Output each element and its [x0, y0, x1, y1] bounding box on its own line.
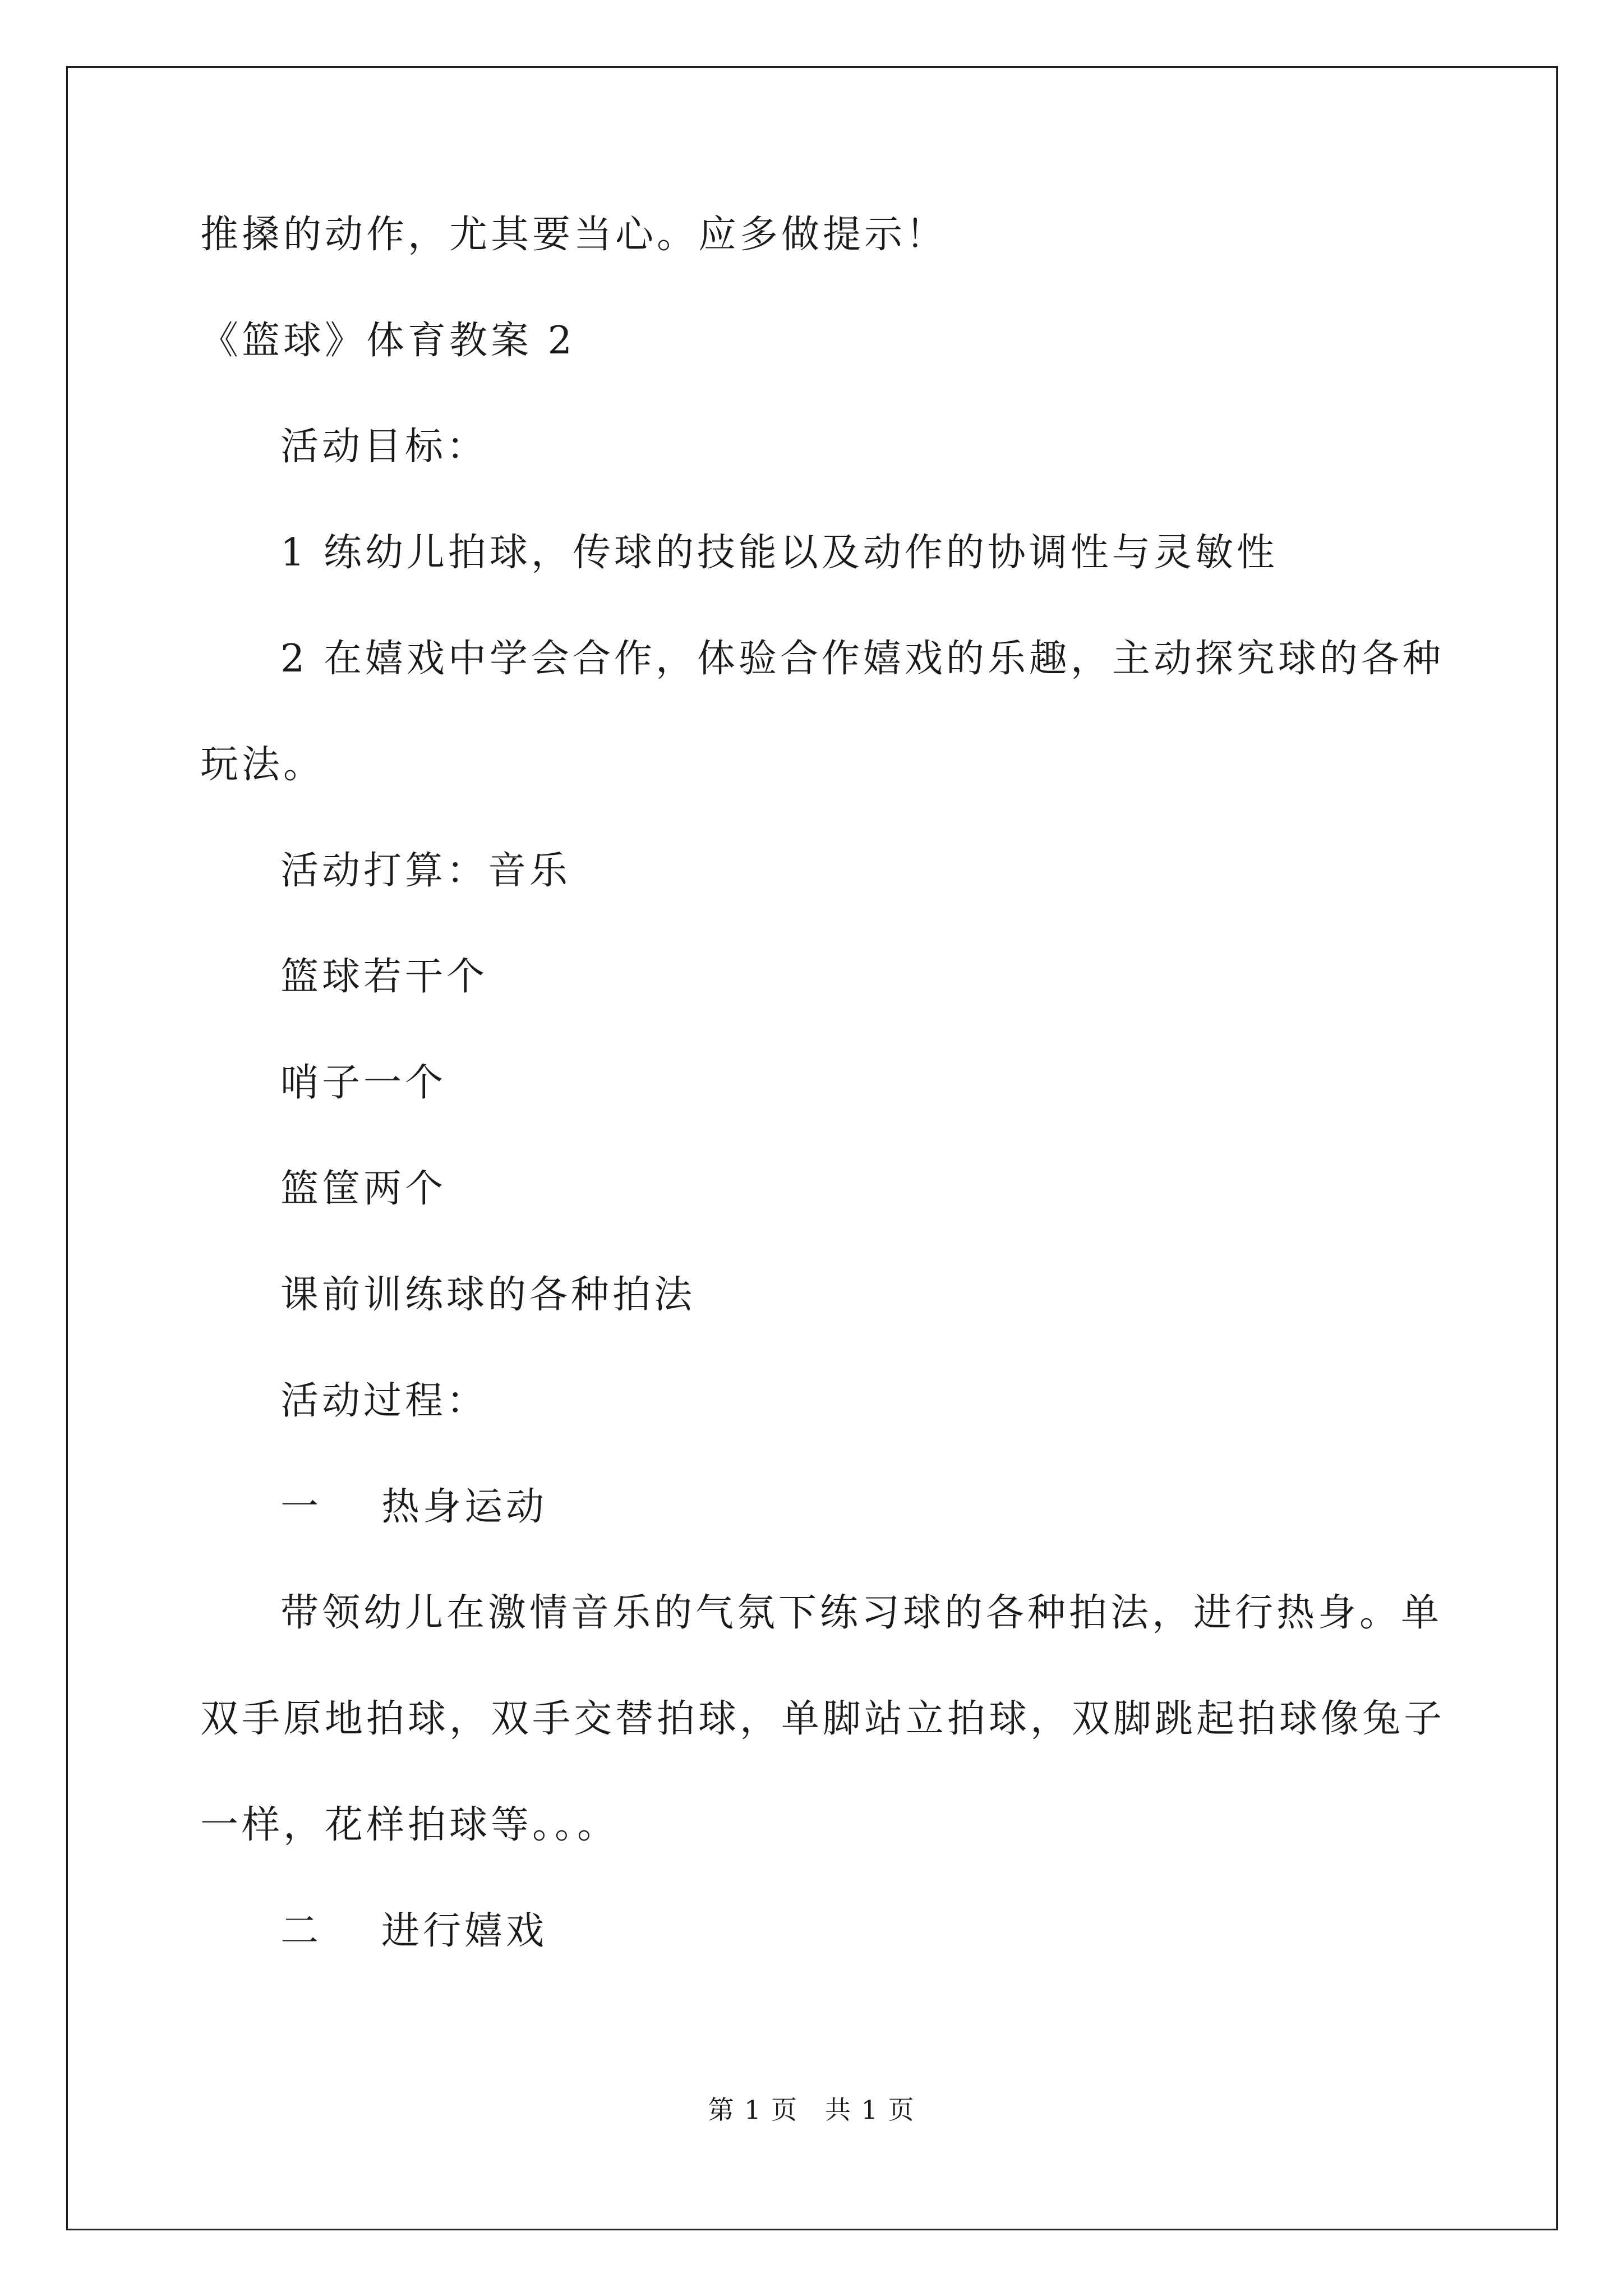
document-body	[200, 213, 1446, 2018]
paragraph-line: 活动打算：音乐	[280, 849, 571, 893]
paragraph-line: 2 在嬉戏中学会合作，体验合作嬉戏的乐趣，主动探究球的各种	[280, 637, 1444, 681]
paragraph-line: 带领幼儿在激情音乐的气氛下练习球的各种拍法，进行热身。单	[280, 1591, 1443, 1635]
list-item: 篮筐两个	[280, 1167, 447, 1211]
section-heading: 活动目标：	[280, 425, 488, 469]
list-item: 课前训练球的各种拍法	[280, 1273, 696, 1317]
step-heading	[200, 1485, 1434, 1529]
paragraph-line: 双手原地拍球，双手交替拍球，单脚站立拍球，双脚跳起拍球像兔子	[200, 1697, 1446, 1741]
paragraph-line: 玩法。	[200, 743, 325, 787]
step-title: 进行嬉戏	[381, 1909, 548, 1953]
step-number: 二	[280, 1909, 322, 1953]
page-total: 共 1 页	[825, 2095, 915, 2125]
document-title: 《篮球》体育教案 2	[200, 319, 575, 363]
list-item: 哨子一个	[280, 1061, 447, 1105]
step-number: 一	[280, 1485, 322, 1529]
step-title: 热身运动	[381, 1485, 548, 1529]
page-number: 第 1 页	[708, 2095, 798, 2125]
list-item: 篮球若干个	[280, 955, 488, 999]
paragraph-line: 1 练幼儿拍球，传球的技能以及动作的协调性与灵敏性	[280, 531, 1278, 575]
step-heading	[200, 1909, 1434, 1953]
section-heading: 活动过程：	[280, 1379, 488, 1423]
page-footer	[0, 2097, 1623, 2123]
paragraph-line: 推搡的动作，尤其要当心。应多做提示！	[200, 213, 948, 257]
paragraph-line: 一样，花样拍球等。。。	[200, 1803, 619, 1847]
